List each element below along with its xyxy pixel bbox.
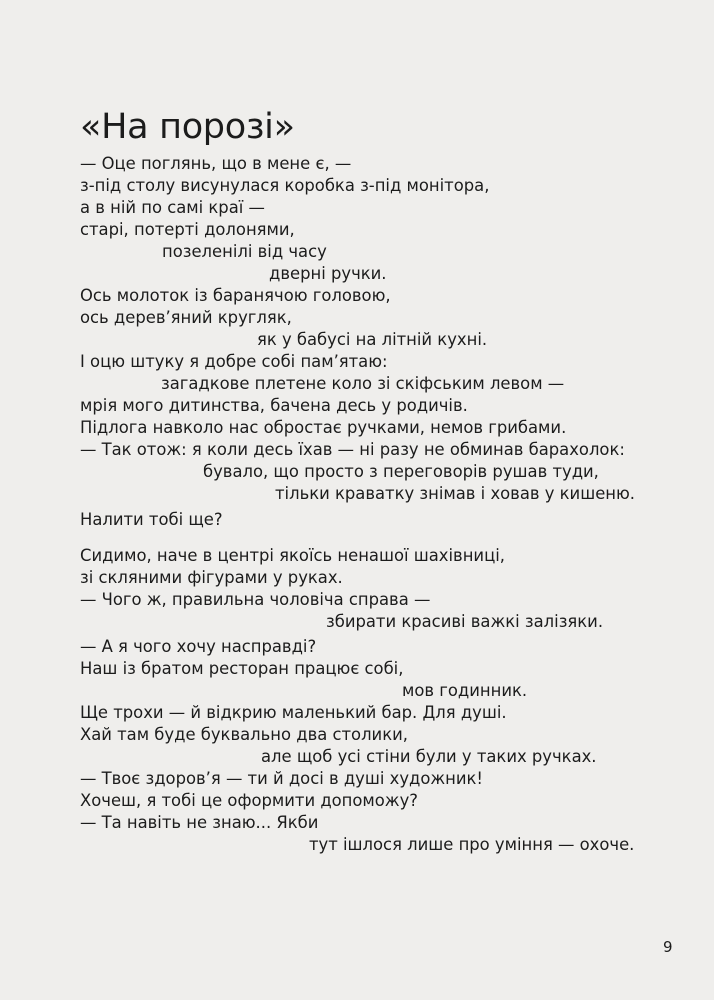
poem-line: Ось молоток із баранячою головою,	[80, 286, 391, 305]
poem-line: Ще трохи — й відкрию маленький бар. Для душі.	[80, 703, 507, 722]
poem-line: але щоб усі стіни були у таких ручках.	[261, 747, 597, 766]
poem-line: Хай там буде буквально два столики,	[80, 725, 408, 744]
poem-line: — Та навіть не знаю... Якби	[80, 813, 319, 832]
poem-line: Хочеш, я тобі це оформити допоможу?	[80, 791, 418, 810]
poem-line: позеленілі від часу	[162, 242, 327, 261]
poem-line: зі скляними фігурами у руках.	[80, 568, 343, 587]
poem-line: — А я чого хочу насправді?	[80, 637, 317, 656]
poem-line: тільки краватку знімав і ховав у кишеню.	[275, 484, 636, 503]
poem-line: Наш із братом ресторан працює собі,	[80, 659, 404, 678]
poem-line: а в ній по самі краї —	[80, 198, 265, 217]
poem-line: — Так отож: я коли десь їхав — ні разу не обминав барахолок:	[80, 440, 625, 459]
poem-line: дверні ручки.	[269, 264, 387, 283]
poem-line: мрія мого дитинства, бачена десь у родичів.	[80, 396, 468, 415]
poem-line: Сидимо, наче в центрі якоїсь ненашої шахівниці,	[80, 546, 505, 565]
poem-line: бувало, що просто з переговорів рушав туди,	[203, 462, 599, 481]
poem-line: з-під столу висунулася коробка з-під монітора,	[80, 176, 490, 195]
poem-line: — Оце поглянь, що в мене є, —	[80, 154, 352, 173]
poem-line: Підлога навколо нас обростає ручками, немов грибами.	[80, 418, 567, 437]
poem-line: мов годинник.	[402, 681, 528, 700]
poem-line: І оцю штуку я добре собі пам’ятаю:	[80, 352, 388, 371]
page-number: 9	[663, 938, 673, 956]
poem-line: ось дерев’яний кругляк,	[80, 308, 292, 327]
poem-line: — Чого ж, правильна чоловіча справа —	[80, 590, 431, 609]
poem-line: — Твоє здоров’я — ти й досі в душі художник!	[80, 769, 483, 788]
poem-line: як у бабусі на літній кухні.	[257, 330, 488, 349]
poem-line: тут ішлося лише про уміння — охоче.	[309, 835, 635, 854]
poem-title: «На порозі»	[80, 107, 295, 147]
poem-line: старі, потерті долонями,	[80, 220, 295, 239]
poem-line: Налити тобі ще?	[80, 510, 223, 529]
poem-line: загадкове плетене коло зі скіфським левом —	[161, 374, 565, 393]
poem-line: збирати красиві важкі залізяки.	[326, 612, 604, 631]
